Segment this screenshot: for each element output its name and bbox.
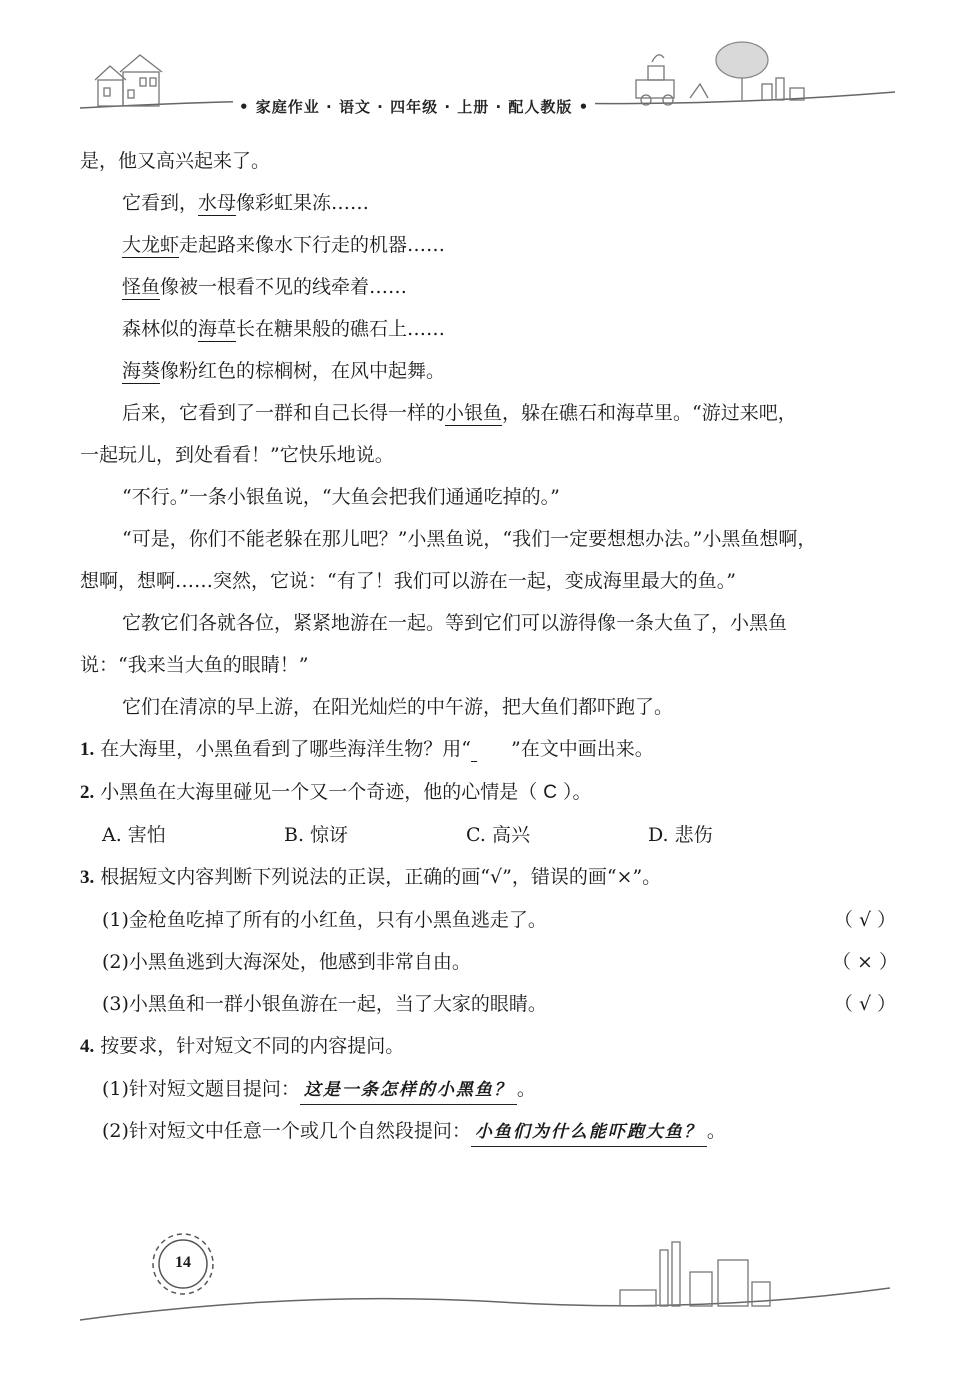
underlined-creature: 大龙虾 bbox=[122, 234, 180, 256]
option-a: A. 害怕 bbox=[102, 824, 166, 846]
judge-mark: （ × ） bbox=[832, 951, 898, 973]
passage-paragraph: 它们在清凉的早上游，在阳光灿烂的中午游，把大鱼们都吓跑了。 bbox=[122, 696, 674, 718]
underlined-creature: 水母 bbox=[198, 192, 237, 214]
underlined-creature: 小银鱼 bbox=[445, 402, 503, 424]
passage-paragraph: 想啊，想啊……突然，它说：“有了！我们可以游在一起，变成海里最大的鱼。” bbox=[80, 570, 736, 592]
question-3: 3. 根据短文内容判断下列说法的正误，正确的画“√”，错误的画“×”。 bbox=[80, 866, 662, 888]
question-1: 1. 在大海里，小黑鱼看到了哪些海洋生物？用“ ”在文中画出来。 bbox=[80, 728, 900, 771]
judge-mark: （ √ ） bbox=[833, 909, 897, 931]
underlined-creature: 海草 bbox=[198, 318, 237, 340]
judge-item: (2)小黑鱼逃到大海深处，他感到非常自由。 （ × ） bbox=[80, 941, 900, 983]
city-skyline-illustration bbox=[620, 1242, 770, 1306]
passage-paragraph: 说：“我来当大鱼的眼睛！” bbox=[80, 654, 309, 676]
option-d: D. 悲伤 bbox=[648, 824, 713, 846]
header-title: • 家庭作业 · 语文 · 四年级 · 上册 · 配人教版 • bbox=[233, 96, 595, 118]
footer-decoration bbox=[0, 1220, 979, 1374]
truck-and-tree-illustration bbox=[636, 42, 804, 105]
option-b: B. 惊讶 bbox=[284, 824, 349, 846]
worksheet-content bbox=[80, 140, 900, 1152]
question-4-item: (2)针对短文中任意一个或几个自然段提问： 小鱼们为什么能吓跑大鱼？ 。 bbox=[80, 1110, 900, 1152]
passage-paragraph: “可是，你们不能老躲在那儿吧？”小黑鱼说，“我们一定要想想办法。”小黑鱼想啊， bbox=[122, 528, 817, 550]
question-2: 2. 小黑鱼在大海里碰见一个又一个奇迹，他的心情是（ C ）。 bbox=[80, 781, 592, 803]
house-illustration bbox=[95, 55, 162, 106]
passage-paragraph: 是，他又高兴起来了。 bbox=[80, 150, 271, 172]
question-4: 4. 按要求，针对短文不同的内容提问。 bbox=[80, 1035, 405, 1057]
header-decoration bbox=[0, 0, 979, 140]
passage-paragraph: “不行。”一条小银鱼说，“大鱼会把我们通通吃掉的。” bbox=[122, 486, 560, 508]
passage-paragraph: 它看到，水母像彩虹果冻…… bbox=[122, 192, 370, 214]
judge-mark: （ √ ） bbox=[833, 993, 897, 1015]
judge-item: (3)小黑鱼和一群小银鱼游在一起，当了大家的眼睛。 （ √ ） bbox=[80, 983, 900, 1025]
page-number: 14 bbox=[175, 1254, 191, 1271]
handwritten-answer: 小鱼们为什么能吓跑大鱼？ bbox=[471, 1118, 707, 1147]
choice-options bbox=[80, 814, 900, 856]
passage-paragraph: 森林似的海草长在糖果般的礁石上…… bbox=[122, 318, 446, 340]
option-c: C. 高兴 bbox=[466, 824, 530, 846]
passage-paragraph: 后来，它看到了一群和自己长得一样的小银鱼，躲在礁石和海草里。“游过来吧， bbox=[122, 402, 797, 424]
judge-item: (1)金枪鱼吃掉了所有的小红鱼，只有小黑鱼逃走了。 （ √ ） bbox=[80, 899, 900, 941]
passage-paragraph: 怪鱼像被一根看不见的线牵着…… bbox=[122, 276, 408, 298]
underlined-creature: 怪鱼 bbox=[122, 276, 161, 298]
passage-paragraph: 海葵像粉红色的棕榈树，在风中起舞。 bbox=[122, 360, 446, 382]
passage-paragraph: 它教它们各就各位，紧紧地游在一起。等到它们可以游得像一条大鱼了，小黑鱼 bbox=[122, 612, 788, 634]
passage-paragraph: 一起玩儿，到处看看！”它快乐地说。 bbox=[80, 444, 394, 466]
underline-sample bbox=[471, 728, 511, 770]
underlined-creature: 海葵 bbox=[122, 360, 161, 382]
handwritten-answer: 这是一条怎样的小黑鱼？ bbox=[300, 1076, 517, 1105]
passage-paragraph: 大龙虾走起路来像水下行走的机器…… bbox=[122, 234, 446, 256]
answer-choice: C bbox=[543, 782, 558, 803]
question-4-item: (1)针对短文题目提问： 这是一条怎样的小黑鱼？ 。 bbox=[80, 1068, 900, 1110]
